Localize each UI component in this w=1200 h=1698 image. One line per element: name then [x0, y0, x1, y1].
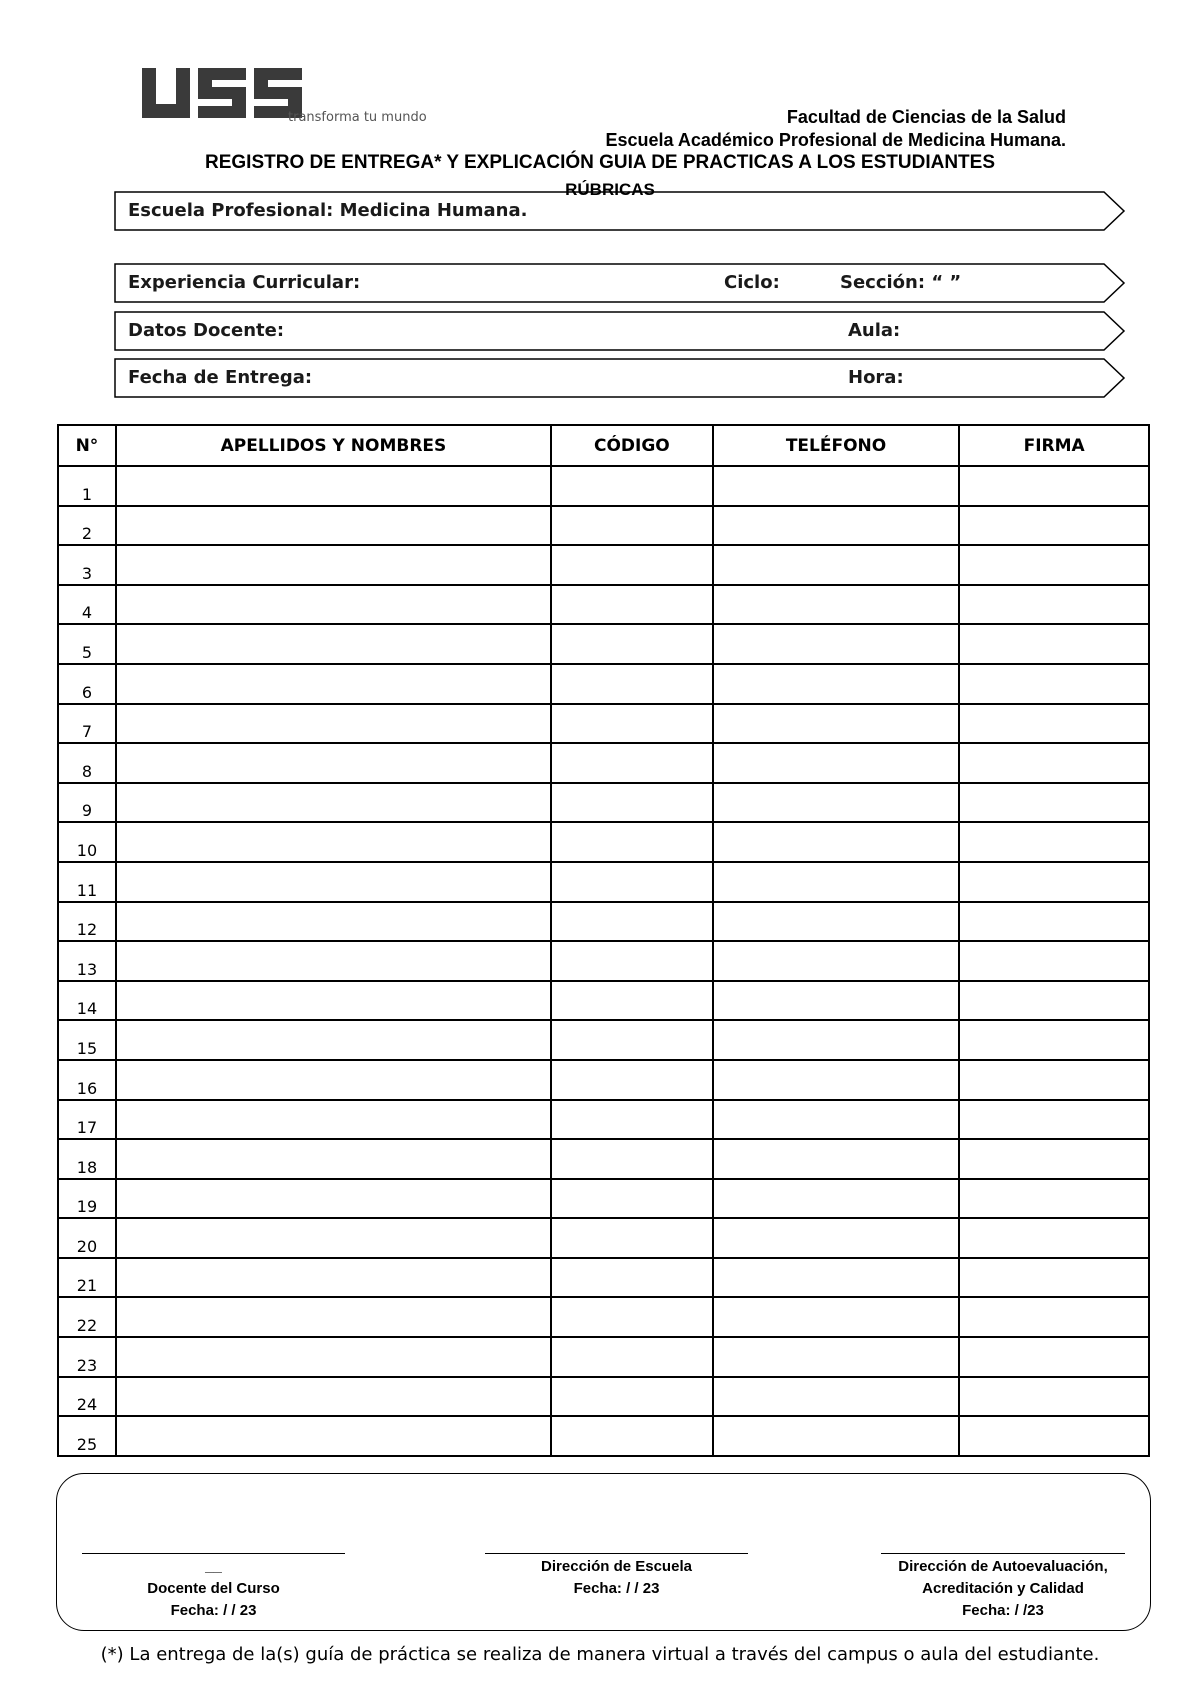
- row-signature-cell[interactable]: [959, 664, 1149, 704]
- school-name: Escuela Académico Profesional de Medicina Humana.: [605, 130, 1066, 150]
- table-row: [58, 1218, 1149, 1258]
- row-number: 22: [58, 1297, 116, 1337]
- table-row: [58, 1100, 1149, 1140]
- row-code-cell[interactable]: [551, 902, 713, 942]
- escuela-label: Escuela Profesional: Medicina Humana.: [128, 200, 528, 221]
- row-code-cell[interactable]: [551, 664, 713, 704]
- table-row: [58, 704, 1149, 744]
- row-code-cell[interactable]: [551, 1416, 713, 1456]
- row-signature-cell[interactable]: [959, 862, 1149, 902]
- row-phone-cell[interactable]: [713, 1139, 960, 1179]
- table-row: [58, 1179, 1149, 1219]
- row-name-cell[interactable]: [116, 862, 551, 902]
- table-row: [58, 862, 1149, 902]
- row-name-cell[interactable]: [116, 624, 551, 664]
- row-name-cell[interactable]: [116, 743, 551, 783]
- signature-block: [56, 1473, 1151, 1631]
- row-code-cell[interactable]: [551, 981, 713, 1021]
- direccion-title: Dirección de Escuela: [541, 1558, 692, 1575]
- row-phone-cell[interactable]: [713, 1416, 960, 1456]
- row-name-cell[interactable]: [116, 941, 551, 981]
- table-row: [58, 822, 1149, 862]
- col-header-name: APELLIDOS Y NOMBRES: [116, 425, 551, 466]
- row-phone-cell[interactable]: [713, 783, 960, 823]
- row-signature-cell[interactable]: [959, 1258, 1149, 1298]
- row-name-cell[interactable]: [116, 1377, 551, 1417]
- row-signature-cell[interactable]: [959, 1297, 1149, 1337]
- docente-label: Datos Docente:: [128, 320, 285, 341]
- row-number: 6: [58, 664, 116, 704]
- row-number: 20: [58, 1218, 116, 1258]
- row-code-cell[interactable]: [551, 1377, 713, 1417]
- row-phone-cell[interactable]: [713, 981, 960, 1021]
- ciclo-label: Ciclo:: [724, 272, 780, 293]
- row-phone-cell[interactable]: [713, 1020, 960, 1060]
- col-header-phone: TELÉFONO: [713, 425, 960, 466]
- row-phone-cell[interactable]: [713, 664, 960, 704]
- row-phone-cell[interactable]: [713, 822, 960, 862]
- row-name-cell[interactable]: [116, 1179, 551, 1219]
- row-number: 1: [58, 466, 116, 506]
- col-header-signature: FIRMA: [959, 425, 1149, 466]
- row-code-cell[interactable]: [551, 704, 713, 744]
- row-phone-cell[interactable]: [713, 545, 960, 585]
- row-signature-cell[interactable]: [959, 1218, 1149, 1258]
- row-phone-cell[interactable]: [713, 585, 960, 625]
- table-row: [58, 783, 1149, 823]
- row-code-cell[interactable]: [551, 466, 713, 506]
- hora-label: Hora:: [848, 367, 904, 388]
- field-escuela: [114, 190, 1126, 232]
- row-signature-cell[interactable]: [959, 1377, 1149, 1417]
- signature-line-docente: [82, 1553, 345, 1554]
- row-name-cell[interactable]: [116, 664, 551, 704]
- row-signature-cell[interactable]: [959, 743, 1149, 783]
- row-signature-cell[interactable]: [959, 1337, 1149, 1377]
- autoeval-title-2: Acreditación y Calidad: [922, 1580, 1084, 1597]
- table-header-row: [58, 425, 1149, 466]
- row-signature-cell[interactable]: [959, 1060, 1149, 1100]
- row-number: 19: [58, 1179, 116, 1219]
- row-name-cell[interactable]: [116, 1139, 551, 1179]
- row-phone-cell[interactable]: [713, 941, 960, 981]
- document-subtitle: RÚBRICAS: [565, 180, 655, 199]
- row-name-cell[interactable]: [116, 1337, 551, 1377]
- footnote: (*) La entrega de la(s) guía de práctica se realiza de manera virtual a través del campus o aula del estudiante.: [100, 1644, 1100, 1665]
- direccion-date: Fecha: / / 23: [573, 1580, 660, 1597]
- autoeval-title-1: Dirección de Autoevaluación,: [898, 1558, 1108, 1575]
- fecha-label: Fecha de Entrega:: [128, 367, 313, 388]
- signature-line-direccion: [485, 1553, 748, 1554]
- row-number: 12: [58, 902, 116, 942]
- row-phone-cell[interactable]: [713, 466, 960, 506]
- row-name-cell[interactable]: [116, 1258, 551, 1298]
- table-row: [58, 1258, 1149, 1298]
- table-row: [58, 466, 1149, 506]
- table-row: [58, 1337, 1149, 1377]
- row-code-cell[interactable]: [551, 941, 713, 981]
- autoeval-date: Fecha: / /23: [962, 1602, 1044, 1619]
- row-code-cell[interactable]: [551, 506, 713, 546]
- row-code-cell[interactable]: [551, 783, 713, 823]
- row-signature-cell[interactable]: [959, 1020, 1149, 1060]
- row-number: 5: [58, 624, 116, 664]
- row-number: 4: [58, 585, 116, 625]
- row-signature-cell[interactable]: [959, 783, 1149, 823]
- table-row: [58, 902, 1149, 942]
- table-row: [58, 506, 1149, 546]
- row-code-cell[interactable]: [551, 1258, 713, 1298]
- row-number: 18: [58, 1139, 116, 1179]
- docente-date: Fecha: / / 23: [170, 1602, 257, 1619]
- docente-dash: __: [205, 1558, 222, 1575]
- table-row: [58, 743, 1149, 783]
- row-name-cell[interactable]: [116, 506, 551, 546]
- docente-title: Docente del Curso: [147, 1580, 280, 1597]
- row-phone-cell[interactable]: [713, 704, 960, 744]
- row-signature-cell[interactable]: [959, 902, 1149, 942]
- row-number: 8: [58, 743, 116, 783]
- signature-line-autoeval: [881, 1553, 1125, 1554]
- row-code-cell[interactable]: [551, 1100, 713, 1140]
- col-header-code: CÓDIGO: [551, 425, 713, 466]
- row-name-cell[interactable]: [116, 1297, 551, 1337]
- row-phone-cell[interactable]: [713, 506, 960, 546]
- table-row: [58, 664, 1149, 704]
- row-name-cell[interactable]: [116, 822, 551, 862]
- row-signature-cell[interactable]: [959, 822, 1149, 862]
- row-code-cell[interactable]: [551, 1218, 713, 1258]
- row-signature-cell[interactable]: [959, 981, 1149, 1021]
- field-docente: [114, 310, 1126, 352]
- row-phone-cell[interactable]: [713, 624, 960, 664]
- row-number: 11: [58, 862, 116, 902]
- table-row: [58, 1297, 1149, 1337]
- row-name-cell[interactable]: [116, 1020, 551, 1060]
- field-experiencia: [114, 262, 1126, 304]
- row-signature-cell[interactable]: [959, 1416, 1149, 1456]
- faculty-name: Facultad de Ciencias de la Salud: [786, 107, 1066, 127]
- table-row: [58, 585, 1149, 625]
- row-signature-cell[interactable]: [959, 1179, 1149, 1219]
- row-phone-cell[interactable]: [713, 1060, 960, 1100]
- row-code-cell[interactable]: [551, 862, 713, 902]
- row-phone-cell[interactable]: [713, 743, 960, 783]
- field-fecha: [114, 357, 1126, 399]
- row-phone-cell[interactable]: [713, 1297, 960, 1337]
- row-number: 17: [58, 1100, 116, 1140]
- table-row: [58, 1060, 1149, 1100]
- row-code-cell[interactable]: [551, 1297, 713, 1337]
- row-number: 24: [58, 1377, 116, 1417]
- seccion-label: Sección: “ ”: [840, 272, 962, 293]
- table-row: [58, 624, 1149, 664]
- row-phone-cell[interactable]: [713, 1179, 960, 1219]
- row-name-cell[interactable]: [116, 466, 551, 506]
- row-phone-cell[interactable]: [713, 1258, 960, 1298]
- row-phone-cell[interactable]: [713, 1100, 960, 1140]
- row-code-cell[interactable]: [551, 545, 713, 585]
- row-phone-cell[interactable]: [713, 902, 960, 942]
- row-number: 7: [58, 704, 116, 744]
- row-phone-cell[interactable]: [713, 862, 960, 902]
- row-number: 23: [58, 1337, 116, 1377]
- row-code-cell[interactable]: [551, 1020, 713, 1060]
- row-signature-cell[interactable]: [959, 506, 1149, 546]
- row-name-cell[interactable]: [116, 783, 551, 823]
- row-name-cell[interactable]: [116, 1218, 551, 1258]
- row-number: 21: [58, 1258, 116, 1298]
- row-number: 15: [58, 1020, 116, 1060]
- row-name-cell[interactable]: [116, 585, 551, 625]
- row-number: 25: [58, 1416, 116, 1456]
- row-code-cell[interactable]: [551, 1179, 713, 1219]
- row-name-cell[interactable]: [116, 902, 551, 942]
- row-signature-cell[interactable]: [959, 941, 1149, 981]
- row-number: 13: [58, 941, 116, 981]
- table-row: [58, 941, 1149, 981]
- row-number: 3: [58, 545, 116, 585]
- row-code-cell[interactable]: [551, 585, 713, 625]
- row-code-cell[interactable]: [551, 822, 713, 862]
- aula-label: Aula:: [848, 320, 901, 341]
- row-name-cell[interactable]: [116, 704, 551, 744]
- row-code-cell[interactable]: [551, 1337, 713, 1377]
- table-row: [58, 1377, 1149, 1417]
- student-roster-table: [57, 424, 1150, 1457]
- col-header-number: N°: [58, 425, 116, 466]
- row-code-cell[interactable]: [551, 1139, 713, 1179]
- row-code-cell[interactable]: [551, 624, 713, 664]
- document-title: REGISTRO DE ENTREGA* Y EXPLICACIÓN GUIA DE PRACTICAS A LOS ESTUDIANTES: [205, 152, 995, 173]
- row-signature-cell[interactable]: [959, 1139, 1149, 1179]
- row-name-cell[interactable]: [116, 545, 551, 585]
- row-code-cell[interactable]: [551, 1060, 713, 1100]
- row-signature-cell[interactable]: [959, 624, 1149, 664]
- row-signature-cell[interactable]: [959, 585, 1149, 625]
- logo-tagline: transforma tu mundo: [288, 110, 427, 125]
- experiencia-label: Experiencia Curricular:: [128, 272, 361, 293]
- row-name-cell[interactable]: [116, 1416, 551, 1456]
- row-phone-cell[interactable]: [713, 1337, 960, 1377]
- row-name-cell[interactable]: [116, 1100, 551, 1140]
- table-row: [58, 1416, 1149, 1456]
- row-signature-cell[interactable]: [959, 545, 1149, 585]
- row-number: 16: [58, 1060, 116, 1100]
- row-name-cell[interactable]: [116, 981, 551, 1021]
- table-row: [58, 545, 1149, 585]
- row-number: 2: [58, 506, 116, 546]
- table-row: [58, 1020, 1149, 1060]
- row-number: 14: [58, 981, 116, 1021]
- row-signature-cell[interactable]: [959, 1100, 1149, 1140]
- table-row: [58, 1139, 1149, 1179]
- row-code-cell[interactable]: [551, 743, 713, 783]
- row-signature-cell[interactable]: [959, 466, 1149, 506]
- row-number: 9: [58, 783, 116, 823]
- table-row: [58, 981, 1149, 1021]
- row-phone-cell[interactable]: [713, 1377, 960, 1417]
- row-phone-cell[interactable]: [713, 1218, 960, 1258]
- row-number: 10: [58, 822, 116, 862]
- row-name-cell[interactable]: [116, 1060, 551, 1100]
- row-signature-cell[interactable]: [959, 704, 1149, 744]
